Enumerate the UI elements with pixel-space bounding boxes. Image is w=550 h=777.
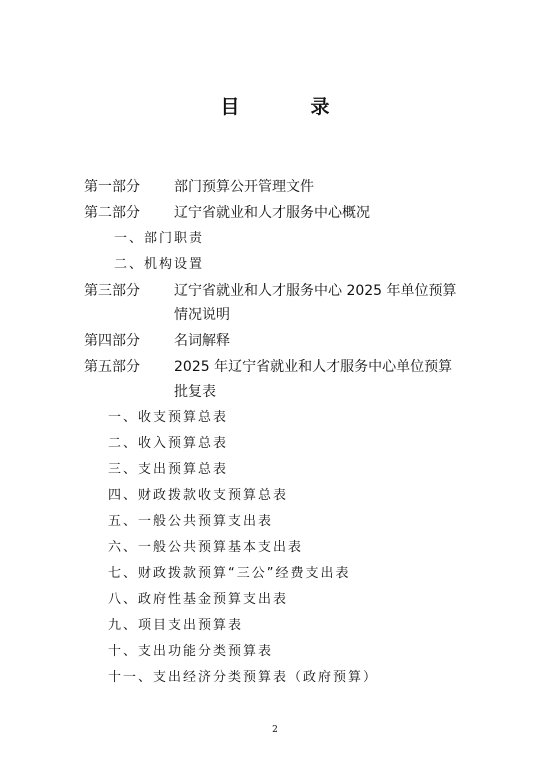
part-title: 名词解释 bbox=[174, 333, 230, 349]
toc-sub-item: 二、机构设置 bbox=[114, 257, 205, 272]
toc-sub-item: 六、一般公共预算基本支出表 bbox=[108, 540, 304, 555]
toc-sub-item: 二、收入预算总表 bbox=[108, 436, 229, 451]
part-label: 第四部分 bbox=[84, 333, 140, 349]
toc-sub-item: 十一、支出经济分类预算表（政府预算） bbox=[108, 670, 379, 685]
toc-sub-item: 九、项目支出预算表 bbox=[108, 618, 244, 633]
part-title: 辽宁省就业和人才服务中心概况 bbox=[174, 205, 370, 221]
toc-sub-item: 四、财政拨款收支预算总表 bbox=[108, 488, 289, 503]
toc-sub-item: 三、支出预算总表 bbox=[108, 462, 229, 477]
part-title-continued: 批复表 bbox=[174, 384, 216, 400]
page-number: 2 bbox=[272, 725, 278, 735]
part-title: 2025 年辽宁省就业和人才服务中心单位预算 bbox=[174, 359, 453, 375]
part-label: 第二部分 bbox=[84, 205, 140, 221]
part-title-continued: 情况说明 bbox=[174, 307, 230, 323]
part-label: 第三部分 bbox=[84, 283, 140, 299]
page-title: 目 录 bbox=[220, 96, 356, 118]
part-label: 第五部分 bbox=[84, 359, 140, 375]
part-title: 部门预算公开管理文件 bbox=[174, 179, 314, 195]
part-title: 辽宁省就业和人才服务中心 2025 年单位预算 bbox=[174, 283, 457, 299]
toc-sub-item: 七、财政拨款预算“三公”经费支出表 bbox=[108, 566, 351, 581]
toc-sub-item: 十、支出功能分类预算表 bbox=[108, 644, 274, 659]
part-label: 第一部分 bbox=[84, 179, 140, 195]
toc-sub-item: 五、一般公共预算支出表 bbox=[108, 514, 274, 529]
toc-sub-item: 一、收支预算总表 bbox=[108, 410, 229, 425]
toc-sub-item: 一、部门职责 bbox=[114, 231, 205, 246]
toc-sub-item: 八、政府性基金预算支出表 bbox=[108, 592, 289, 607]
